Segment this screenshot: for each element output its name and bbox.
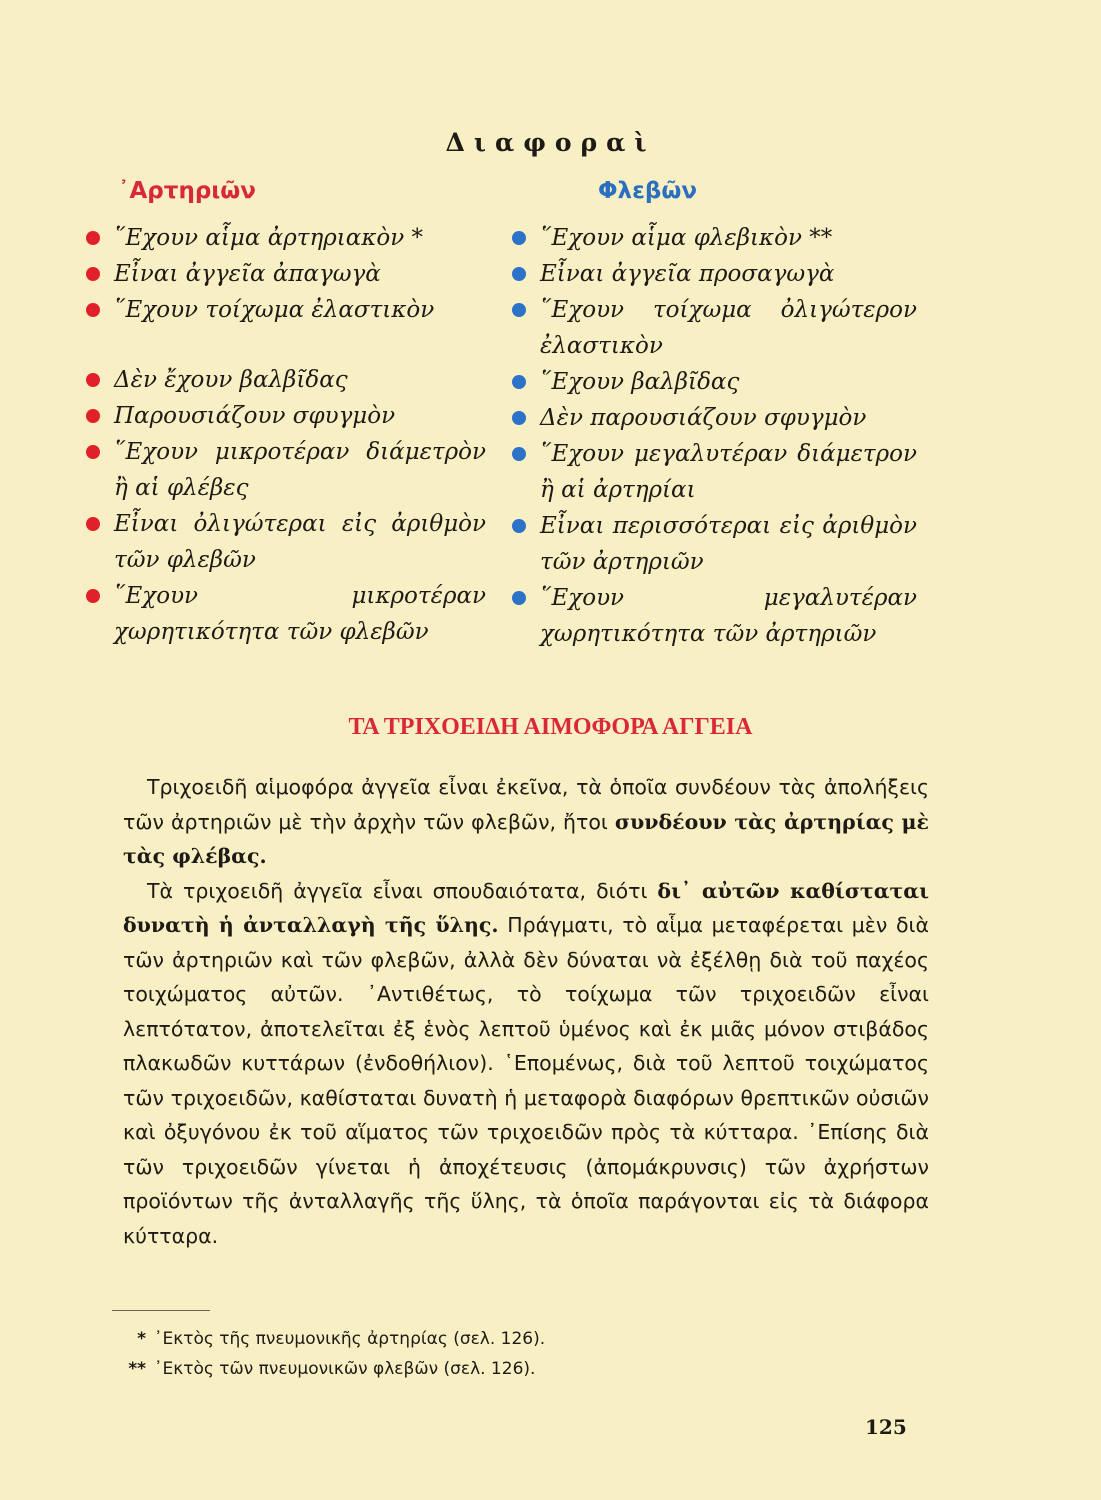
section-title: ΤΑ ΤΡΙΧΟΕΙΔΗ ΑΙΜΟΦΟΡΑ ΑΓΓΕΙΑ: [348, 714, 753, 740]
blue-bullet-icon: [512, 267, 526, 281]
blue-bullet-icon: [512, 411, 526, 425]
veins-item: ῞Εχουν τοίχωμα ὀλιγώτερον ἐλαστικὸν: [512, 292, 917, 364]
bold-phrase: δι᾿ αὐτῶν καθίσταται δυνατὴ ἡ ἀνταλλαγὴ τῆς ὕλης.: [123, 878, 929, 937]
red-bullet-icon: [86, 373, 100, 387]
footnote: * ᾿Εκτὸς τῆς πνευμονικῆς ἀρτηρίας (σελ. 126).: [137, 1329, 546, 1349]
veins-list: [512, 220, 917, 652]
page-number: 125: [865, 1415, 907, 1439]
arteries-item: ῞Εχουν μικροτέραν χωρητικότητα τῶν φλεβῶν: [86, 578, 486, 650]
body-text: [123, 770, 929, 1253]
veins-item: Εἶναι περισσότεραι εἰς ἀριθμὸν τῶν ἀρτηριῶν: [512, 508, 917, 580]
red-bullet-icon: [86, 589, 100, 603]
veins-item: ῞Εχουν μεγαλυτέραν διάμετρον ἢ αἱ ἀρτηρίαι: [512, 436, 917, 508]
footnote: ** ᾿Εκτὸς τῶν πνευμονικῶν φλεβῶν (σελ. 126).: [128, 1359, 536, 1379]
blue-bullet-icon: [512, 303, 526, 317]
bold-phrase: συνδέουν τὰς ἀρτηρίας μὲ τὰς φλέβας.: [123, 809, 929, 868]
arteries-item: Παρουσιάζουν σφυγμὸν: [86, 398, 486, 434]
blue-bullet-icon: [512, 375, 526, 389]
arteries-item: ῞Εχουν μικροτέραν διάμετρὸν ἢ αἱ φλέβες: [86, 434, 486, 506]
arteries-item: Εἶναι ὀλιγώτεραι εἰς ἀριθμὸν τῶν φλεβῶν: [86, 506, 486, 578]
red-bullet-icon: [86, 303, 100, 317]
paragraph: Τριχοειδῆ αἱμοφόρα ἀγγεῖα εἶναι ἐκεῖνα, τὰ ὁποῖα συνδέουν τὰς ἀπολήξεις τῶν ἀρτηριῶν μὲ τὴν ἀρχὴν τῶν φλεβῶν, ἤτοι συνδέουν τὰς ἀρτηρίας μὲ τὰς φλέβας.: [123, 775, 929, 868]
red-bullet-icon: [86, 445, 100, 459]
arteries-heading: ᾿Αρτηριῶν: [118, 178, 256, 204]
veins-heading: Φλεβῶν: [598, 178, 698, 204]
blue-bullet-icon: [512, 231, 526, 245]
blue-bullet-icon: [512, 591, 526, 605]
blue-bullet-icon: [512, 447, 526, 461]
veins-item: Εἶναι ἀγγεῖα προσαγωγὰ: [512, 256, 917, 292]
blue-bullet-icon: [512, 519, 526, 533]
veins-item: Δὲν παρουσιάζουν σφυγμὸν: [512, 400, 917, 436]
arteries-list: [86, 220, 486, 650]
red-bullet-icon: [86, 517, 100, 531]
red-bullet-icon: [86, 409, 100, 423]
arteries-item: Δὲν ἔχουν βαλβῖδας: [86, 362, 486, 398]
veins-item: ῞Εχουν μεγαλυτέραν χωρητικότητα τῶν ἀρτηριῶν: [512, 580, 917, 652]
paragraph: Τὰ τριχοειδῆ ἀγγεῖα εἶναι σπουδαιότατα, διότι δι᾿ αὐτῶν καθίσταται δυνατὴ ἡ ἀνταλλαγὴ τῆς ὕλης. Πράγματι, τὸ αἷμα μεταφέρεται μὲν διὰ τῶν ἀρτηριῶν καὶ τῶν φλεβῶν, ἀλλὰ δὲν δύναται νὰ ἐξέλθῃ διὰ τοῦ παχέος τοιχώματος αὐτῶν. ᾿Αντιθέτως, τὸ τοίχωμα τῶν τριχοειδῶν εἶναι λεπτότατον, ἀποτελεῖται ἐξ ἑνὸς λεπτοῦ ὑμένος καὶ ἐκ μιᾶς μόνον στιβάδος πλακωδῶν κυττάρων (ἐνδοθήλιον). ῾Επομένως, διὰ τοῦ λεπτοῦ τοιχώματος τῶν τριχοειδῶν, καθίσταται δυνατὴ ἡ μεταφορὰ διαφόρων θρεπτικῶν οὐσιῶν καὶ ὀξυγόνου ἐκ τοῦ αἵματος τῶν τριχοειδῶν πρὸς τὰ κύτταρα. ᾿Επίσης διὰ τῶν τριχοειδῶν γίνεται ἡ ἀποχέτευσις (ἀπομάκρυνσις) τῶν ἀχρήστων προϊόντων τῆς ἀνταλλαγῆς τῆς ὕλης, τὰ ὁποῖα παράγονται εἰς τὰ διάφορα κύτταρα.: [123, 878, 929, 1248]
arteries-item: Εἶναι ἀγγεῖα ἀπαγωγὰ: [86, 256, 486, 292]
veins-item: ῞Εχουν βαλβῖδας: [512, 364, 917, 400]
arteries-item: ῞Εχουν τοίχωμα ἐλαστικὸν: [86, 292, 486, 328]
footnotes: [112, 1324, 712, 1384]
red-bullet-icon: [86, 231, 100, 245]
page-title: Διαφοραὶ: [445, 128, 656, 157]
red-bullet-icon: [86, 267, 100, 281]
veins-item: ῞Εχουν αἷμα φλεβικὸν **: [512, 220, 917, 256]
arteries-item: ῞Εχουν αἷμα ἀρτηριακὸν *: [86, 220, 486, 256]
footnote-divider: [112, 1310, 210, 1311]
